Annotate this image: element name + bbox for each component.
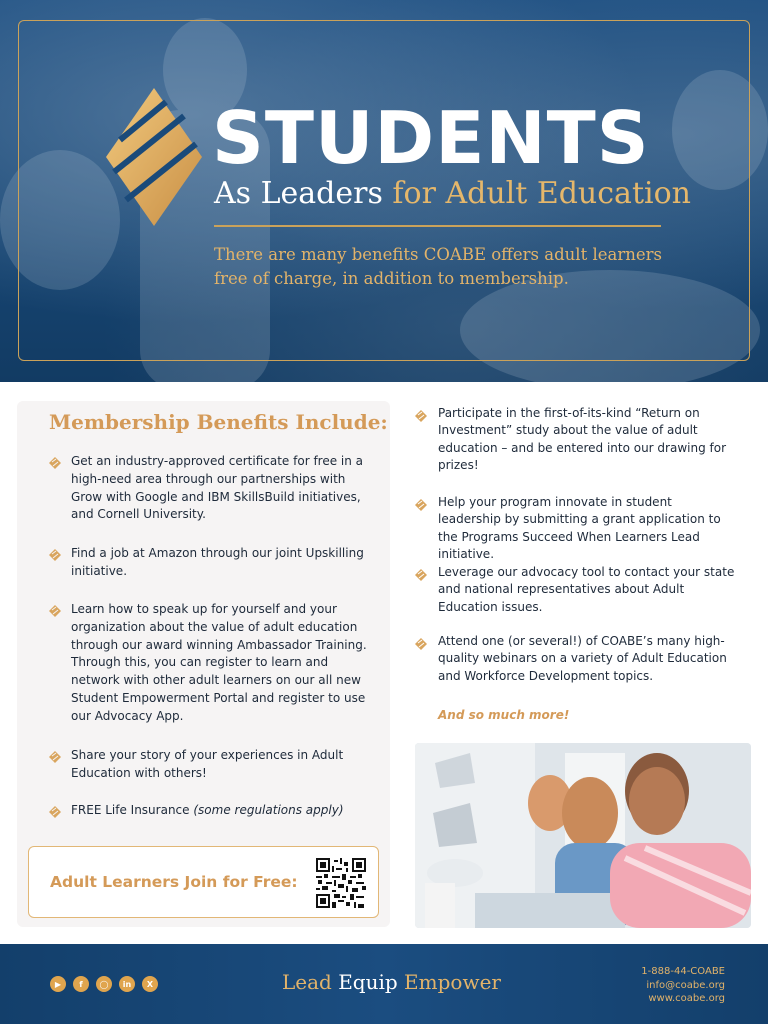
instagram-icon[interactable]: ◯ [96,976,112,992]
benefit-text: Learn how to speak up for yourself and your organization about the value of adult education through our award winning Ambassador Training. Through this, you can register to learn and network with other adult learners on our all new Student Empowerment Portal and register to use our Advocacy App. [71,602,367,723]
hero-subtitle-accent: for Adult Education [392,176,691,211]
gold-diamond-bullet-icon [49,806,61,818]
benefit-text: Share your story of your experiences in Adult Education with others! [71,748,344,780]
contact-website[interactable]: www.coabe.org [648,993,725,1004]
benefit-note: (some regulations apply) [193,803,344,817]
benefit-text: Help your program innovate in student leadership by submitting a grant application to the Programs Succeed When Learners Lead initiative. [438,495,721,561]
gold-diamond-bullet-icon [415,410,427,422]
youtube-icon[interactable]: ▶ [50,976,66,992]
qr-code-icon[interactable] [316,858,366,908]
hero-divider [214,225,661,227]
facebook-icon[interactable]: f [73,976,89,992]
gold-diamond-bullet-icon [415,638,427,650]
social-links [50,976,158,992]
benefit-text: Find a job at Amazon through our joint Upskilling initiative. [71,546,364,578]
gold-diamond-bullet-icon [415,499,427,511]
join-label: Adult Learners Join for Free: [50,873,298,891]
hero-tagline: There are many benefits COABE offers adult learners free of charge, in addition to membership. [214,245,662,288]
gold-diamond-bullet-icon [49,751,61,763]
footer [0,944,768,1024]
gold-diamond-bullet-icon [49,605,61,617]
benefit-item [17,453,390,525]
benefit-text: Leverage our advocacy tool to contact your state and national representatives about Adult Education issues. [438,565,735,614]
benefit-item [410,633,755,687]
benefits-heading: Membership Benefits Include: [49,410,388,434]
students-photo [415,743,751,928]
benefit-item [410,405,755,477]
benefit-item [17,747,390,783]
contact-email[interactable]: info@coabe.org [646,979,725,991]
join-box[interactable] [28,846,379,918]
benefit-item [17,545,390,581]
footer-slogan [282,970,501,994]
x-icon[interactable]: X [142,976,158,992]
coabe-diamond-logo-icon [106,88,202,226]
gold-diamond-bullet-icon [415,569,427,581]
gold-diamond-bullet-icon [49,457,61,469]
slogan-equip: Equip [338,970,398,994]
benefit-text: Attend one (or several!) of COABE’s many high-quality webinars on a variety of Adult Education and Workforce Development topics. [438,634,727,683]
benefit-item [17,802,390,820]
benefit-text [71,802,371,820]
contact-info [641,965,725,1006]
linkedin-icon[interactable]: in [119,976,135,992]
benefit-text-main: FREE Life Insurance [71,803,194,817]
hero-banner [0,0,768,382]
hero-subtitle-plain: As Leaders [214,176,383,211]
slogan-empower: Empower [404,970,501,994]
contact-phone[interactable]: 1-888-44-COABE [641,966,725,977]
slogan-lead: Lead [282,970,332,994]
benefit-text: Get an industry-approved certificate for free in a high-need area through our partnerships with Grow with Google and IBM SkillsBuild initiatives, and Cornell University. [71,454,364,522]
gold-diamond-bullet-icon [49,549,61,561]
benefit-item [17,601,390,727]
membership-benefits-panel [17,401,390,927]
benefit-item [410,494,755,561]
hero-title: STUDENTS [212,96,650,180]
hero-subtitle [214,177,691,210]
benefit-text: Participate in the first-of-its-kind “Return on Investment” study about the value of adult education – and be entered into our drawing for prizes! [438,406,727,472]
and-more-text: And so much more! [438,708,570,722]
benefit-item [410,564,755,618]
